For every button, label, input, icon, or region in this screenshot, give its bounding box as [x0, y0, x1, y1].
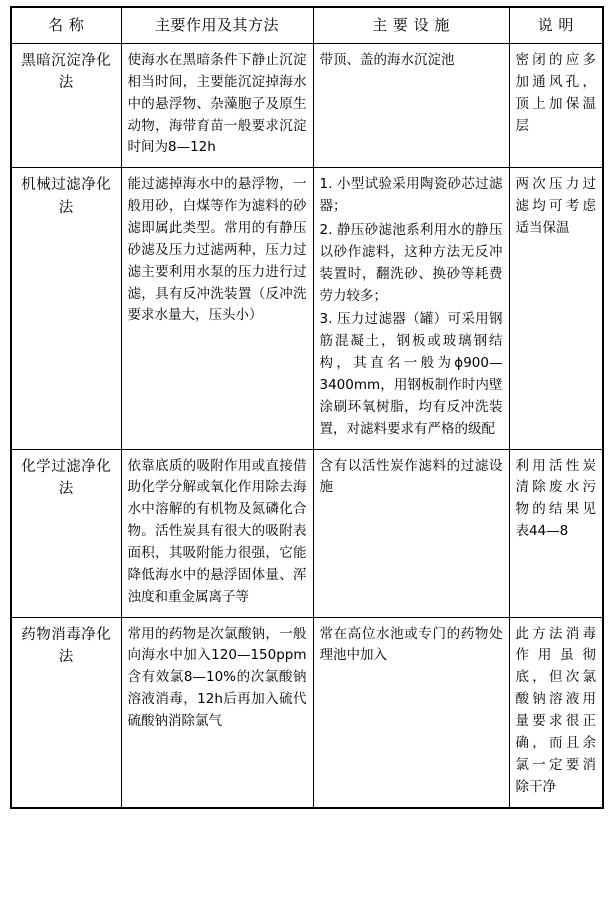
- row-note: [509, 44, 603, 168]
- purification-methods-table: [10, 6, 604, 809]
- method-paragraph: 使海水在黑暗条件下静止沉淀相当时间，主要能沉淀掉海水中的悬浮物、杂藻胞子及原生动物，海带育苗一般要求沉淀时间为8—12h: [127, 52, 307, 156]
- method-paragraph: 依靠底质的吸附作用或直接借助化学分解或氧化作用除去海水中溶解的有机物及氮磷化合物。活性炭具有很大的吸附表面积，其吸附能力很强，它能降低海水中的悬浮固体量、浑浊度和重金属离子等: [127, 457, 307, 605]
- note-paragraph: 两次压力过滤均可考虑适当保温: [515, 176, 596, 237]
- facility-paragraph: 2. 静压砂滤池系利用水的静压以砂作滤料，这种方法无反冲装置时，翻洗砂、换砂等耗费劳力较多；: [319, 222, 503, 304]
- row-facility: [313, 44, 509, 168]
- note-paragraph: 此方法消毒作用虽彻底，但次氯酸钠溶液用量要求很正确，而且余氯一定要消除干净: [515, 625, 596, 795]
- row-facility: [313, 449, 509, 617]
- column-header-note: 说 明: [509, 7, 603, 44]
- row-name: 化学过滤净化法: [11, 449, 121, 617]
- column-header-facility: 主 要 设 施: [313, 7, 509, 44]
- row-name: 黑暗沉淀净化法: [11, 44, 121, 168]
- table-header-row: [11, 7, 603, 44]
- facility-paragraph: 常在高位水池或专门的药物处理池中加入: [319, 625, 503, 664]
- note-paragraph: 利用活性炭清除废水污物的结果见表44—8: [515, 457, 596, 540]
- facility-paragraph: 1. 小型试验采用陶瓷砂芯过滤器；: [319, 176, 503, 215]
- facility-paragraph: 带顶、盖的海水沉淀池: [319, 52, 455, 68]
- table-row: [11, 449, 603, 617]
- row-method: [121, 44, 313, 168]
- facility-paragraph: 含有以活性炭作滤料的过滤设施: [319, 457, 503, 496]
- column-header-name: 名 称: [11, 7, 121, 44]
- row-facility: [313, 168, 509, 449]
- row-method: [121, 449, 313, 617]
- row-name: 机械过滤净化法: [11, 168, 121, 449]
- row-facility: [313, 617, 509, 807]
- row-method: [121, 617, 313, 807]
- method-paragraph: 常用的药物是次氯酸钠，一般向海水中加入120—150ppm含有效氯8—10%的次氯酸钠溶液消毒，12h后再加入硫代硫酸钠消除氯气: [127, 625, 307, 730]
- row-note: [509, 449, 603, 617]
- row-method: [121, 168, 313, 449]
- column-header-method: 主要作用及其方法: [121, 7, 313, 44]
- row-note: [509, 617, 603, 807]
- table-header: [11, 7, 603, 44]
- row-name: 药物消毒净化法: [11, 617, 121, 807]
- note-paragraph: 密闭的应多加通风孔，顶上加保温层: [515, 52, 596, 134]
- row-note: [509, 168, 603, 449]
- table-row: [11, 44, 603, 168]
- table-row: [11, 168, 603, 449]
- method-paragraph: 能过滤掉海水中的悬浮物，一般用砂，白煤等作为滤料的砂滤即属此类型。常用的有静压砂滤及压力过滤两种，压力过滤主要利用水泵的压力进行过滤，具有反冲洗装置（反冲洗要求水量大，压头小）: [127, 176, 307, 324]
- table-row: [11, 617, 603, 807]
- table-body: [11, 44, 603, 808]
- facility-paragraph: 3. 压力过滤器（罐）可采用钢筋混凝土，钢板或玻璃钢结构，其直名一般为ϕ900—3400mm，用钢板制作时内壁涂刷环氧树脂，均有反冲洗装置，对滤料要求有严格的级配: [319, 311, 503, 437]
